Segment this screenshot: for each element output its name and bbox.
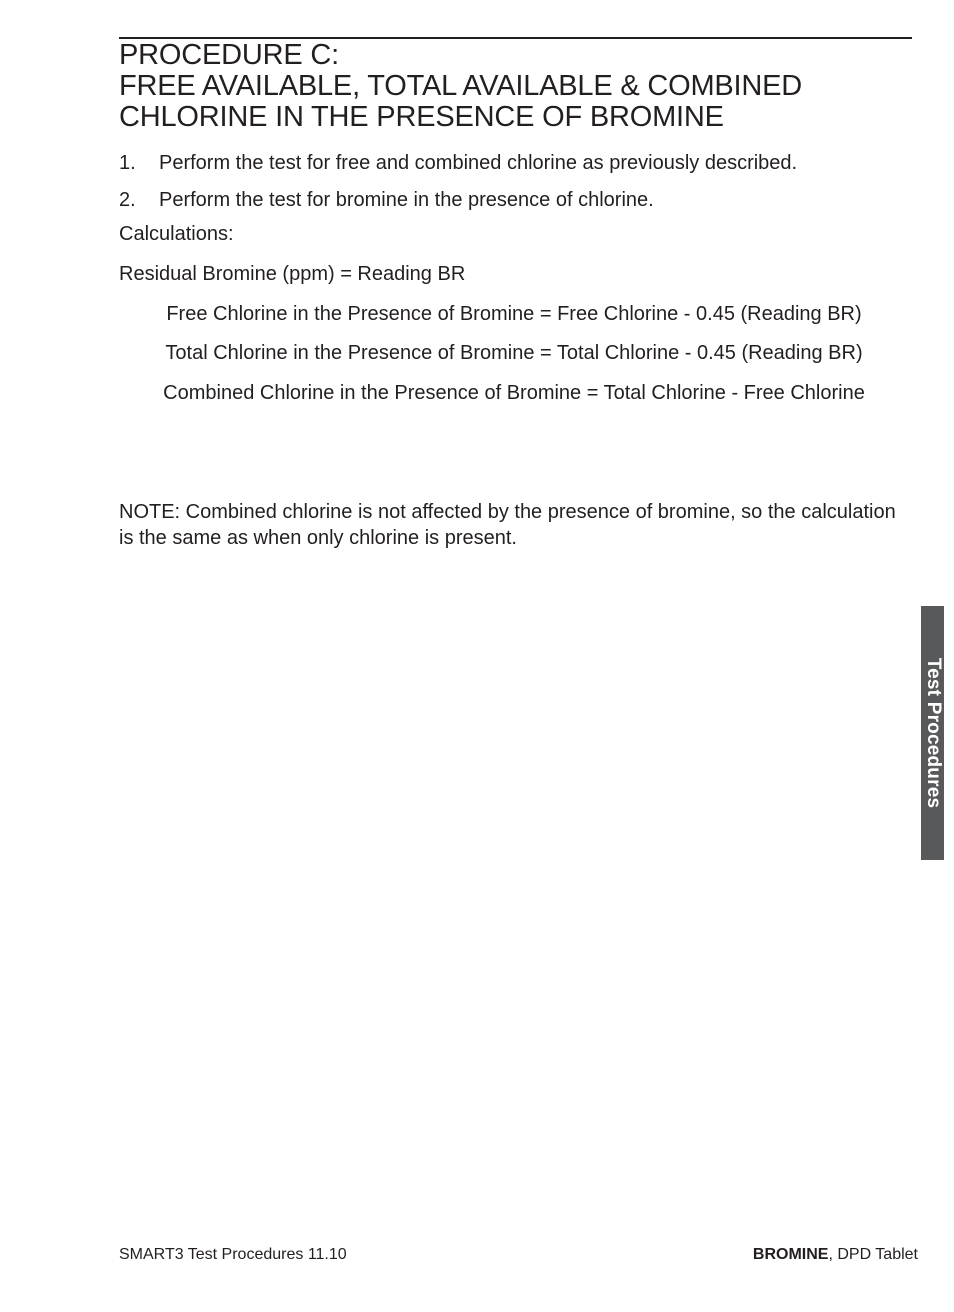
step-item xyxy=(119,150,909,187)
title-line-3: CHLORINE IN THE PRESENCE OF BROMINE xyxy=(119,101,724,133)
calculations-label: Calculations: xyxy=(119,223,234,245)
footer-test-name-rest: , DPD Tablet xyxy=(828,1246,918,1263)
procedure-steps xyxy=(119,150,909,224)
formula-total-chlorine: Total Chlorine in the Presence of Bromine = Total Chlorine - 0.45 (Reading BR) xyxy=(165,342,863,364)
section-tab xyxy=(921,606,944,860)
page-title xyxy=(119,40,919,133)
step-text: Perform the test for bromine in the presence of chlorine. xyxy=(159,189,654,211)
title-line-1: PROCEDURE C: xyxy=(119,39,339,71)
note-text: NOTE: Combined chlorine is not affected by the presence of bromine, so the calculation is the same as when only chlorine is present. xyxy=(119,501,896,549)
footer-document-title: SMART3 Test Procedures 11.10 xyxy=(119,1246,347,1263)
formula-combined-chlorine: Combined Chlorine in the Presence of Bromine = Total Chlorine - Free Chlorine xyxy=(163,382,865,404)
footer-test-name xyxy=(753,1245,918,1265)
step-item xyxy=(119,187,909,224)
footer-test-name-bold: BROMINE xyxy=(752,1246,829,1263)
formula-residual-bromine: Residual Bromine (ppm) = Reading BR xyxy=(119,263,466,285)
formula-free-chlorine: Free Chlorine in the Presence of Bromine = Free Chlorine - 0.45 (Reading BR) xyxy=(166,303,862,325)
title-line-2: FREE AVAILABLE, TOTAL AVAILABLE & COMBINED xyxy=(119,70,803,102)
section-tab-label: Test Procedures xyxy=(922,657,944,809)
step-text: Perform the test for free and combined chlorine as previously described. xyxy=(159,152,798,174)
step-number: 2. xyxy=(119,189,136,211)
step-number: 1. xyxy=(119,152,136,174)
